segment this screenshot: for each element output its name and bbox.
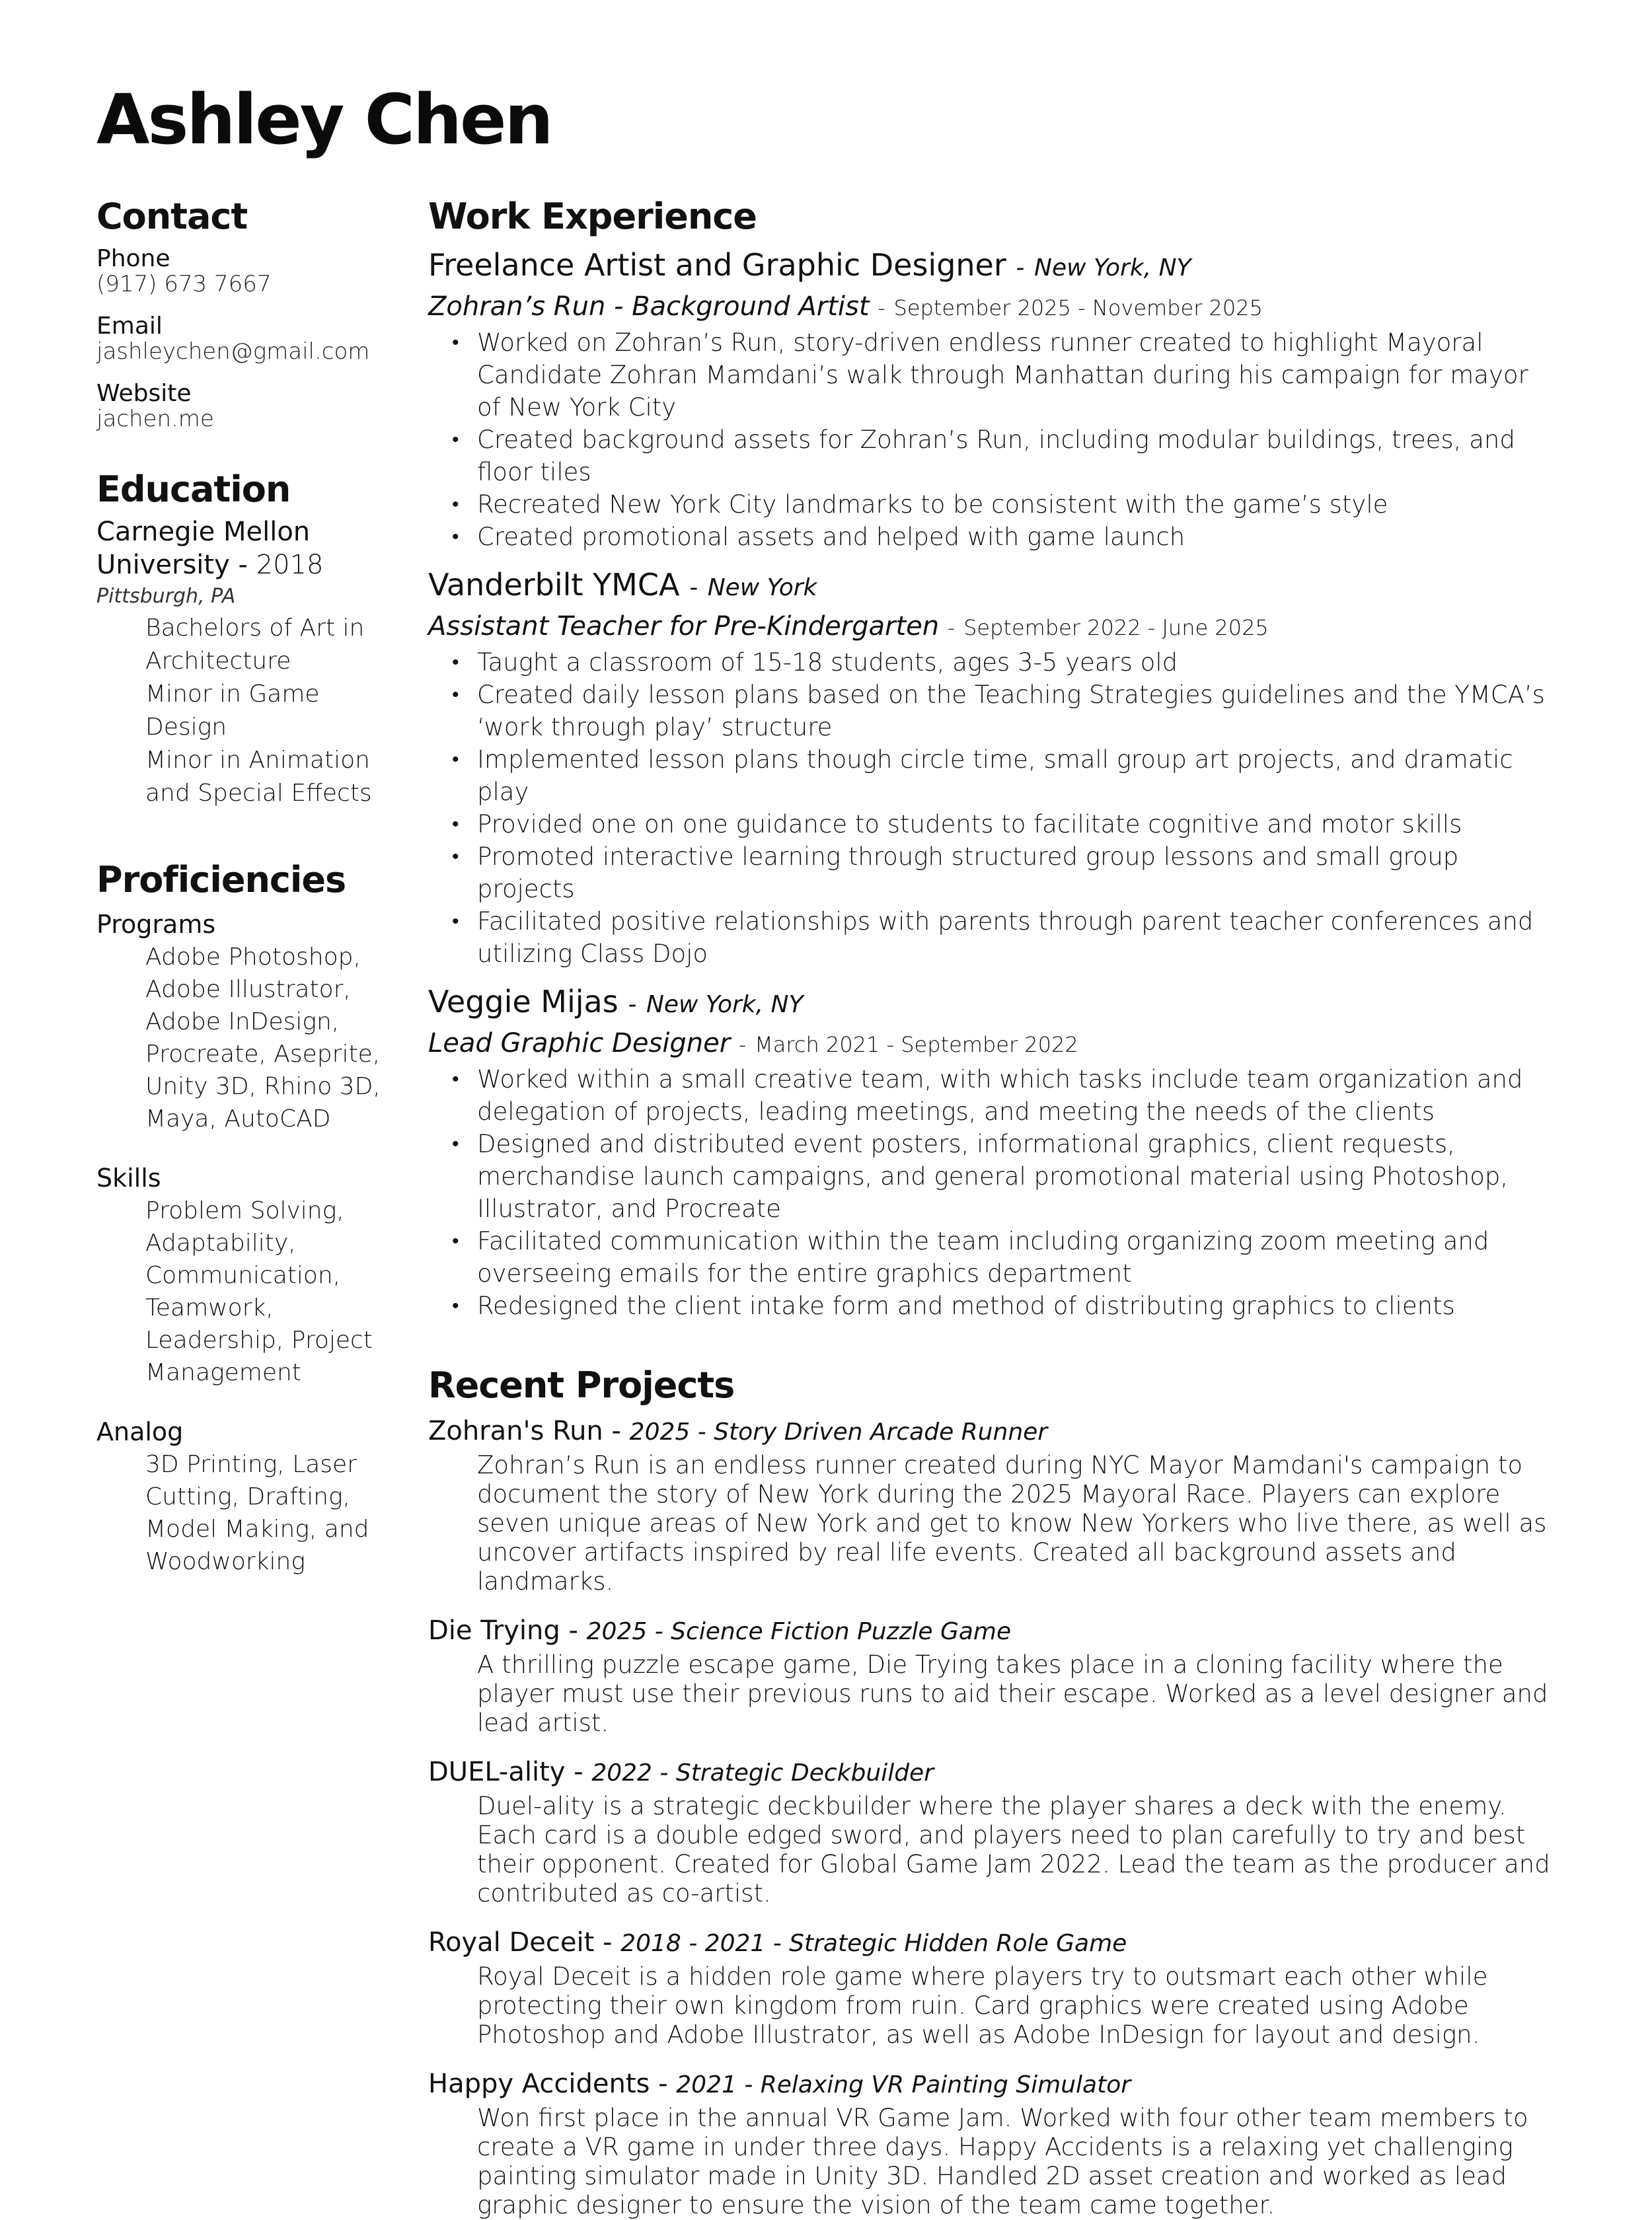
bullet-item: • Recreated New York City landmarks to be consistent with the game’s style <box>477 488 1552 521</box>
email-link[interactable]: jashleychen@gmail.com <box>96 338 370 365</box>
right-column <box>428 196 1552 2220</box>
project-entry <box>428 1754 1552 1908</box>
job-employer-line <box>428 245 1552 288</box>
job-entry <box>428 565 1552 970</box>
project-description: Duel-ality is a strategic deckbuilder where the player shares a deck with the enemy. Each card is a double edged sword, and players need to plan carefully to try and best their opponent. Created for Global Game Jam 2022. Lead the team as the producer and contributed as co-artist. <box>477 1791 1550 1907</box>
project-name: Happy Accidents <box>428 2068 650 2099</box>
bullet-item: • Created promotional assets and helped with game launch <box>477 521 1552 553</box>
recent-projects-section <box>428 1364 1552 2220</box>
project-name: DUEL-ality <box>428 1756 566 1787</box>
proficiency-label: Skills <box>96 1164 161 1193</box>
resume-name: Ashley Chen <box>96 79 552 160</box>
project-meta: 2018 - 2021 - Strategic Hidden Role Game <box>620 1929 1127 1957</box>
job-employer-line <box>428 982 1552 1025</box>
job-employer: Vanderbilt YMCA <box>428 566 680 603</box>
contact-heading: Contact <box>96 196 248 237</box>
degree-item: Bachelors of Art in Architecture <box>145 614 365 675</box>
proficiency-group-programs <box>96 908 400 1135</box>
email-label: Email <box>96 312 163 340</box>
project-name: Zohran's Run <box>428 1415 603 1446</box>
degree-item: Minor in Game Design <box>145 680 320 741</box>
bullet-item: • Taught a classroom of 15-18 students, ages 3-5 years old <box>477 646 1552 679</box>
proficiency-list: Problem Solving, Adaptability, Communication, Teamwork, Leadership, Project Management <box>145 1197 373 1387</box>
project-header: Happy Accidents - 2021 - Relaxing VR Painting Simulator <box>428 2068 1131 2099</box>
contact-phone <box>96 246 400 297</box>
bullet-item: • Facilitated communication within the team including organizing zoom meeting and overseeing emails for the entire graphics department <box>477 1225 1552 1290</box>
project-description: Royal Deceit is a hidden role game where players try to outsmart each other while protecting their own kingdom from ruin. Card graphics were created using Adobe Photoshop and Adobe Illustrator, as well as Adobe InDesign for layout and design. <box>477 1962 1488 2049</box>
education-heading: Education <box>96 468 291 510</box>
work-experience-heading: Work Experience <box>428 196 757 237</box>
job-role-line <box>428 608 1552 646</box>
bullet-item: • Worked on Zohran’s Run, story-driven endless runner created to highlight Mayoral Candidate Zohran Mamdani’s walk through Manhattan during his campaign for mayor of New York City <box>477 326 1552 424</box>
website-label: Website <box>96 379 192 407</box>
phone-label: Phone <box>96 244 170 272</box>
job-location: New York <box>707 574 817 601</box>
job-dates: September 2022 - June 2025 <box>963 614 1269 640</box>
proficiency-group-analog <box>96 1415 400 1578</box>
job-entry <box>428 245 1552 553</box>
job-bullets <box>428 646 1552 970</box>
project-meta: 2021 - Relaxing VR Painting Simulator <box>676 2071 1131 2098</box>
school-year: 2018 <box>256 549 324 580</box>
degree-item: Minor in Animation and Special Effects <box>145 746 372 807</box>
project-entry <box>428 2065 1552 2220</box>
job-role-line <box>428 1025 1552 1063</box>
contact-email <box>96 314 400 364</box>
job-role: Zohran’s Run - Background Artist <box>428 291 870 322</box>
proficiency-list: 3D Printing, Laser Cutting, Drafting, Model Making, and Woodworking <box>145 1451 369 1576</box>
project-header: Royal Deceit - 2018 - 2021 - Strategic Hidden Role Game <box>428 1927 1127 1958</box>
left-column <box>96 196 400 1578</box>
project-description: A thrilling puzzle escape game, Die Trying takes place in a cloning facility where the player must use their previous runs to aid their escape. Worked as a level designer and lead artist. <box>477 1650 1548 1737</box>
project-name: Die Trying <box>428 1615 560 1646</box>
job-location: New York, NY <box>1034 254 1191 281</box>
bullet-item: • Promoted interactive learning through structured group lessons and small group projects <box>477 840 1552 905</box>
project-description: Won first place in the annual VR Game Jam. Worked with four other team members to create a VR game in under three days. Happy Accidents is a relaxing yet challenging painting simulator made in Unity 3D. Handled 2D asset creation and worked as lead graphic designer to ensure the vision of the team came together. <box>477 2103 1528 2219</box>
job-employer: Veggie Mijas <box>428 983 619 1019</box>
recent-projects-heading: Recent Projects <box>428 1364 735 1406</box>
project-meta: 2022 - Strategic Deckbuilder <box>591 1759 934 1787</box>
proficiencies-section <box>96 859 400 1578</box>
job-location-sep: - <box>689 574 698 601</box>
job-location: New York, NY <box>646 990 804 1018</box>
proficiency-list: Adobe Photoshop, Adobe Illustrator, Adobe InDesign, Procreate, Aseprite, Unity 3D, Rhino 3D, Maya, AutoCAD <box>145 944 381 1133</box>
project-header: DUEL-ality - 2022 - Strategic Deckbuilder <box>428 1756 934 1787</box>
website-link[interactable]: jachen.me <box>96 405 214 432</box>
bullet-item: • Created daily lesson plans based on the Teaching Strategies guidelines and the YMCA’s ‘work through play’ structure <box>477 679 1552 743</box>
job-location-sep: - <box>1016 254 1025 281</box>
contact-website <box>96 381 400 431</box>
project-header: Zohran's Run - 2025 - Story Driven Arcade Runner <box>428 1415 1048 1446</box>
bullet-item: • Redesigned the client intake form and method of distributing graphics to clients <box>477 1290 1552 1322</box>
project-meta: 2025 - Science Fiction Puzzle Game <box>586 1617 1012 1645</box>
job-bullets <box>428 326 1552 553</box>
project-name: Royal Deceit <box>428 1927 595 1958</box>
bullet-item: • Implemented lesson plans though circle time, small group art projects, and dramatic play <box>477 743 1552 808</box>
proficiency-label: Analog <box>96 1417 184 1447</box>
education-section <box>96 468 400 810</box>
project-entry <box>428 1612 1552 1738</box>
bullet-item: • Provided one on one guidance to students to facilitate cognitive and motor skills <box>477 808 1552 840</box>
job-location-sep: - <box>628 990 637 1018</box>
project-entry <box>428 1413 1552 1596</box>
work-experience-section <box>428 196 1552 1322</box>
proficiencies-heading: Proficiencies <box>96 858 346 901</box>
project-entry <box>428 1924 1552 2050</box>
job-role-line <box>428 288 1552 326</box>
job-dates-sep: - <box>738 1031 747 1057</box>
job-bullets <box>428 1063 1552 1322</box>
project-meta: 2025 - Story Driven Arcade Runner <box>629 1418 1048 1446</box>
school-location: Pittsburgh, PA <box>96 584 236 608</box>
proficiency-group-skills <box>96 1162 400 1389</box>
bullet-item: • Designed and distributed event posters, informational graphics, client requests, merchandise launch campaigns, and general promotional material using Photoshop, Illustrator, and Procreate <box>477 1128 1552 1225</box>
bullet-item: • Created background assets for Zohran’s Run, including modular buildings, trees, and floor tiles <box>477 424 1552 488</box>
school-name: Carnegie Mellon University <box>96 516 311 580</box>
phone-value[interactable]: (917) 673 7667 <box>96 270 272 297</box>
project-header: Die Trying - 2025 - Science Fiction Puzzle Game <box>428 1615 1012 1646</box>
bullet-item: • Worked within a small creative team, with which tasks include team organization and delegation of projects, leading meetings, and meeting the needs of the clients <box>477 1063 1552 1128</box>
job-employer-line <box>428 565 1552 608</box>
project-description: Zohran’s Run is an endless runner created during NYC Mayor Mamdani's campaign to document the story of New York during the 2025 Mayoral Race. Players can explore seven unique areas of New York and get to know New Yorkers who live there, as well as uncover artifacts inspired by real life events. Created all background assets and landmarks. <box>477 1450 1547 1596</box>
job-role: Assistant Teacher for Pre-Kindergarten <box>428 610 940 642</box>
job-entry <box>428 982 1552 1322</box>
job-employer: Freelance Artist and Graphic Designer <box>428 246 1006 283</box>
proficiency-label: Programs <box>96 910 216 940</box>
contact-section <box>96 196 400 431</box>
job-dates: September 2025 - November 2025 <box>893 295 1263 320</box>
job-role: Lead Graphic Designer <box>428 1027 731 1058</box>
job-dates-sep: - <box>947 614 956 640</box>
job-dates: March 2021 - September 2022 <box>755 1031 1078 1057</box>
education-school-line: Carnegie Mellon University - 2018 <box>96 516 324 580</box>
bullet-item: • Facilitated positive relationships with parents through parent teacher conferences and utilizing Class Dojo <box>477 905 1552 970</box>
job-dates-sep: - <box>878 295 885 320</box>
